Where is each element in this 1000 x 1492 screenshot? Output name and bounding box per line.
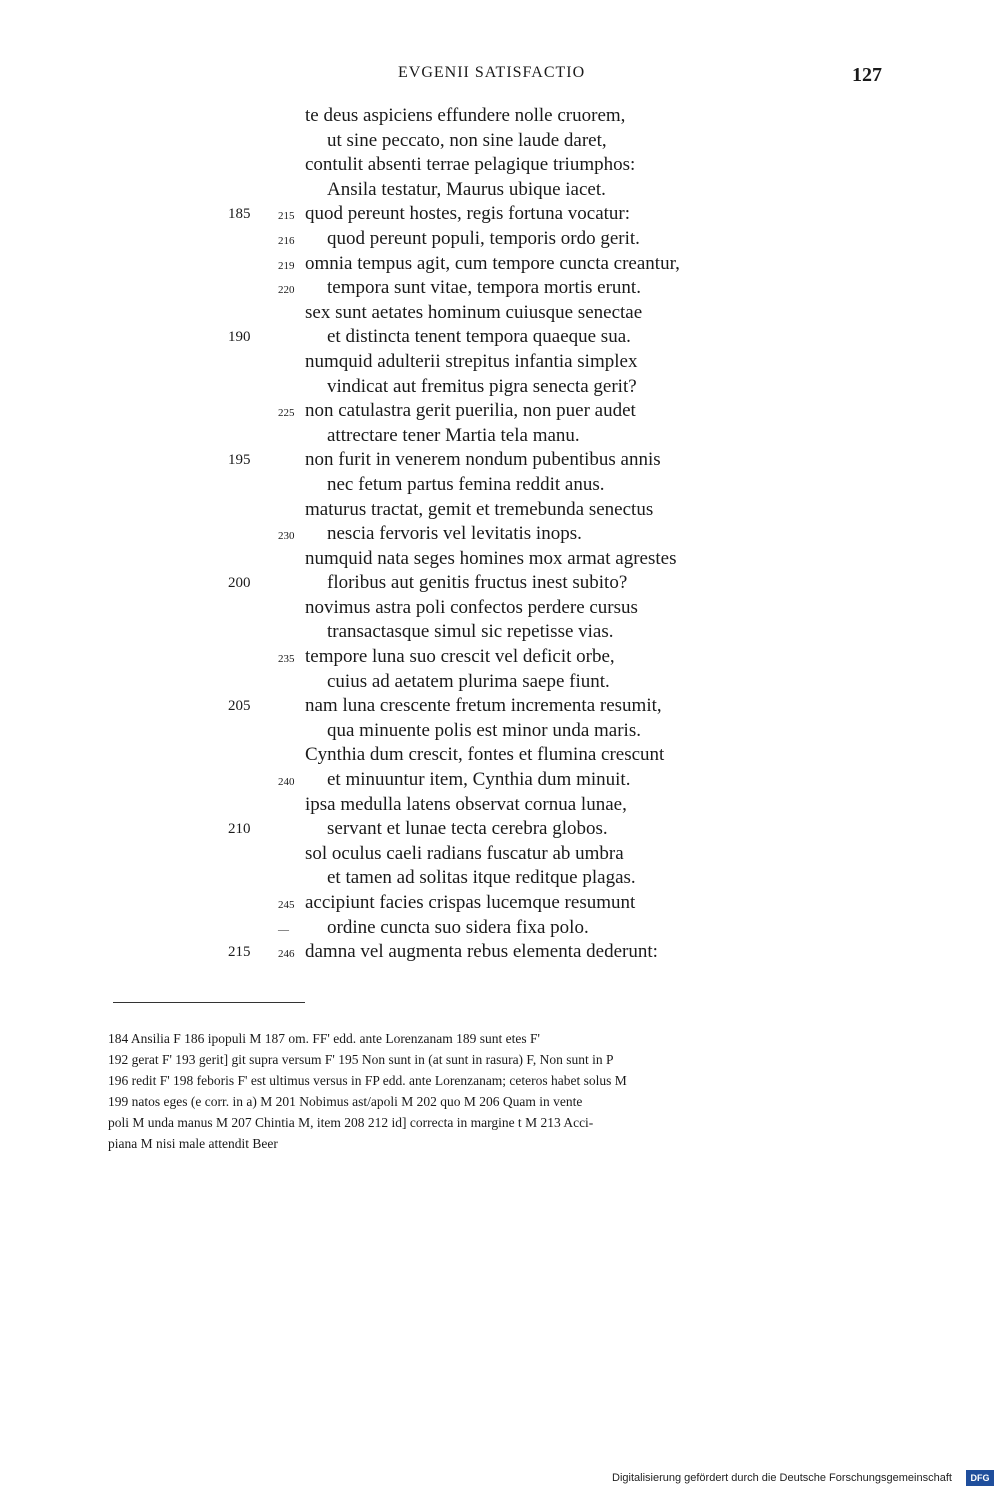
verse-line bbox=[0, 202, 1000, 227]
verse-line bbox=[0, 227, 1000, 252]
source-line-number: 246 bbox=[278, 948, 295, 961]
apparatus-line: 199 natos eges (e corr. in a) M 201 Nobimus ast/apoli M 202 quo M 206 Quam in vente bbox=[108, 1094, 583, 1109]
source-line-number: 225 bbox=[278, 407, 295, 420]
verse-text: floribus aut genitis fructus inest subito? bbox=[327, 572, 628, 594]
verse-text: et distincta tenent tempora quaeque sua. bbox=[327, 326, 631, 348]
verse-line bbox=[0, 498, 1000, 523]
verse-line bbox=[0, 547, 1000, 572]
verse-text: attrectare tener Martia tela manu. bbox=[327, 424, 580, 446]
line-number: 215 bbox=[228, 944, 251, 961]
verse-line bbox=[0, 620, 1000, 645]
verse-text: et minuuntur item, Cynthia dum minuit. bbox=[327, 769, 631, 791]
verse-text: novimus astra poli confectos perdere cursus bbox=[305, 596, 638, 618]
verse-line bbox=[0, 129, 1000, 154]
verse-text: accipiunt facies crispas lucemque resumunt bbox=[305, 892, 636, 913]
line-number: 210 bbox=[228, 821, 251, 838]
source-line-number: 219 bbox=[278, 259, 295, 272]
line-number: 185 bbox=[228, 206, 251, 223]
verse-line bbox=[0, 350, 1000, 375]
verse-line bbox=[0, 694, 1000, 719]
source-line-number: — bbox=[278, 923, 289, 936]
verse-text: tempore luna suo crescit vel deficit orbe, bbox=[305, 646, 615, 668]
digitization-credit: Digitalisierung gefördert durch die Deutsche Forschungsgemeinschaft bbox=[612, 1472, 952, 1484]
verse-line bbox=[0, 793, 1000, 818]
verse-text: te deus aspiciens effundere nolle cruorem, bbox=[305, 105, 626, 126]
source-line-number: 216 bbox=[278, 234, 295, 247]
verse-text: servant et lunae tecta cerebra globos. bbox=[327, 818, 608, 840]
verse-line bbox=[0, 571, 1000, 596]
verse-text: damna vel augmenta rebus elementa dederunt: bbox=[305, 941, 658, 963]
verse-text: qua minuente polis est minor unda maris. bbox=[327, 719, 641, 741]
running-head: EVGENII SATISFACTIO bbox=[398, 64, 586, 81]
verse-line bbox=[0, 916, 1000, 941]
verse-line bbox=[0, 645, 1000, 670]
verse-line bbox=[0, 104, 1000, 129]
verse-text: Ansila testatur, Maurus ubique iacet. bbox=[327, 178, 606, 200]
verse-line bbox=[0, 153, 1000, 178]
verse-line bbox=[0, 522, 1000, 547]
apparatus-line: 196 redit F' 198 feboris F' est ultimus versus in FP edd. ante Lorenzanam; ceteros habet solus M bbox=[108, 1073, 627, 1088]
verse-line bbox=[0, 252, 1000, 277]
verse-line bbox=[0, 448, 1000, 473]
verse-text: maturus tractat, gemit et tremebunda senectus bbox=[305, 498, 654, 520]
verse-line bbox=[0, 768, 1000, 793]
verse-text: nescia fervoris vel levitatis inops. bbox=[327, 523, 582, 545]
verse-line bbox=[0, 940, 1000, 965]
critical-apparatus bbox=[108, 1028, 898, 1154]
verse-line bbox=[0, 399, 1000, 424]
verse-text: numquid adulterii strepitus infantia simplex bbox=[305, 350, 638, 372]
verse-line bbox=[0, 842, 1000, 867]
verse-text: ipsa medulla latens observat cornua lunae, bbox=[305, 793, 627, 815]
verse-text: ut sine peccato, non sine laude daret, bbox=[327, 129, 607, 151]
dfg-logo: DFG bbox=[966, 1470, 994, 1486]
verse-line bbox=[0, 596, 1000, 621]
verse-text: vindicat aut fremitus pigra senecta gerit? bbox=[327, 375, 637, 397]
verse-line bbox=[0, 743, 1000, 768]
poem-text bbox=[0, 104, 1000, 965]
verse-line bbox=[0, 375, 1000, 400]
verse-line bbox=[0, 178, 1000, 203]
verse-text: tempora sunt vitae, tempora mortis erunt. bbox=[327, 277, 641, 299]
verse-text: nec fetum partus femina reddit anus. bbox=[327, 473, 605, 495]
source-line-number: 220 bbox=[278, 284, 295, 297]
apparatus-line: poli M unda manus M 207 Chintia M, item 208 212 id] correcta in margine t M 213 Acci- bbox=[108, 1115, 594, 1130]
verse-text: omnia tempus agit, cum tempore cuncta creantur, bbox=[305, 252, 680, 274]
verse-text: sol oculus caeli radians fuscatur ab umbra bbox=[305, 842, 624, 864]
verse-line bbox=[0, 424, 1000, 449]
source-line-number: 245 bbox=[278, 899, 295, 911]
verse-line bbox=[0, 891, 1000, 916]
verse-text: non furit in venerem nondum pubentibus annis bbox=[305, 449, 661, 471]
line-number: 205 bbox=[228, 698, 251, 715]
line-number: 190 bbox=[228, 329, 251, 346]
apparatus-line: piana M nisi male attendit Beer bbox=[108, 1136, 278, 1151]
line-number: 200 bbox=[228, 575, 251, 592]
verse-text: ordine cuncta suo sidera fixa polo. bbox=[327, 916, 589, 938]
verse-line bbox=[0, 325, 1000, 350]
verse-text: quod pereunt populi, temporis ordo gerit. bbox=[327, 227, 640, 249]
verse-text: numquid nata seges homines mox armat agrestes bbox=[305, 547, 677, 569]
verse-text: cuius ad aetatem plurima saepe fiunt. bbox=[327, 670, 610, 692]
verse-text: transactasque simul sic repetisse vias. bbox=[327, 621, 614, 643]
apparatus-line: 192 gerat F' 193 gerit] git supra versum F' 195 Non sunt in (at sunt in rasura) F, Non sunt in P bbox=[108, 1052, 614, 1067]
verse-text: Cynthia dum crescit, fontes et flumina crescunt bbox=[305, 744, 665, 766]
source-line-number: 240 bbox=[278, 776, 295, 789]
verse-line bbox=[0, 473, 1000, 498]
verse-text: et tamen ad solitas itque reditque plagas. bbox=[327, 867, 636, 889]
source-line-number: 235 bbox=[278, 653, 295, 666]
verse-line bbox=[0, 866, 1000, 891]
page-number: 127 bbox=[852, 64, 882, 86]
verse-text: contulit absenti terrae pelagique triumphos: bbox=[305, 154, 636, 176]
verse-line bbox=[0, 276, 1000, 301]
footnote-rule bbox=[113, 1002, 305, 1003]
verse-text: nam luna crescente fretum incrementa resumit, bbox=[305, 695, 662, 717]
verse-text: non catulastra gerit puerilia, non puer audet bbox=[305, 400, 636, 422]
apparatus-line: 184 Ansilia F 186 ipopuli M 187 om. FF' edd. ante Lorenzanam 189 sunt etes F' bbox=[108, 1031, 540, 1046]
verse-text: sex sunt aetates hominum cuiusque senectae bbox=[305, 301, 643, 323]
line-number: 195 bbox=[228, 452, 251, 469]
verse-text: quod pereunt hostes, regis fortuna vocatur: bbox=[305, 203, 631, 225]
verse-line bbox=[0, 670, 1000, 695]
verse-line bbox=[0, 817, 1000, 842]
verse-line bbox=[0, 719, 1000, 744]
verse-line bbox=[0, 301, 1000, 326]
source-line-number: 215 bbox=[278, 210, 295, 223]
source-line-number: 230 bbox=[278, 530, 295, 543]
